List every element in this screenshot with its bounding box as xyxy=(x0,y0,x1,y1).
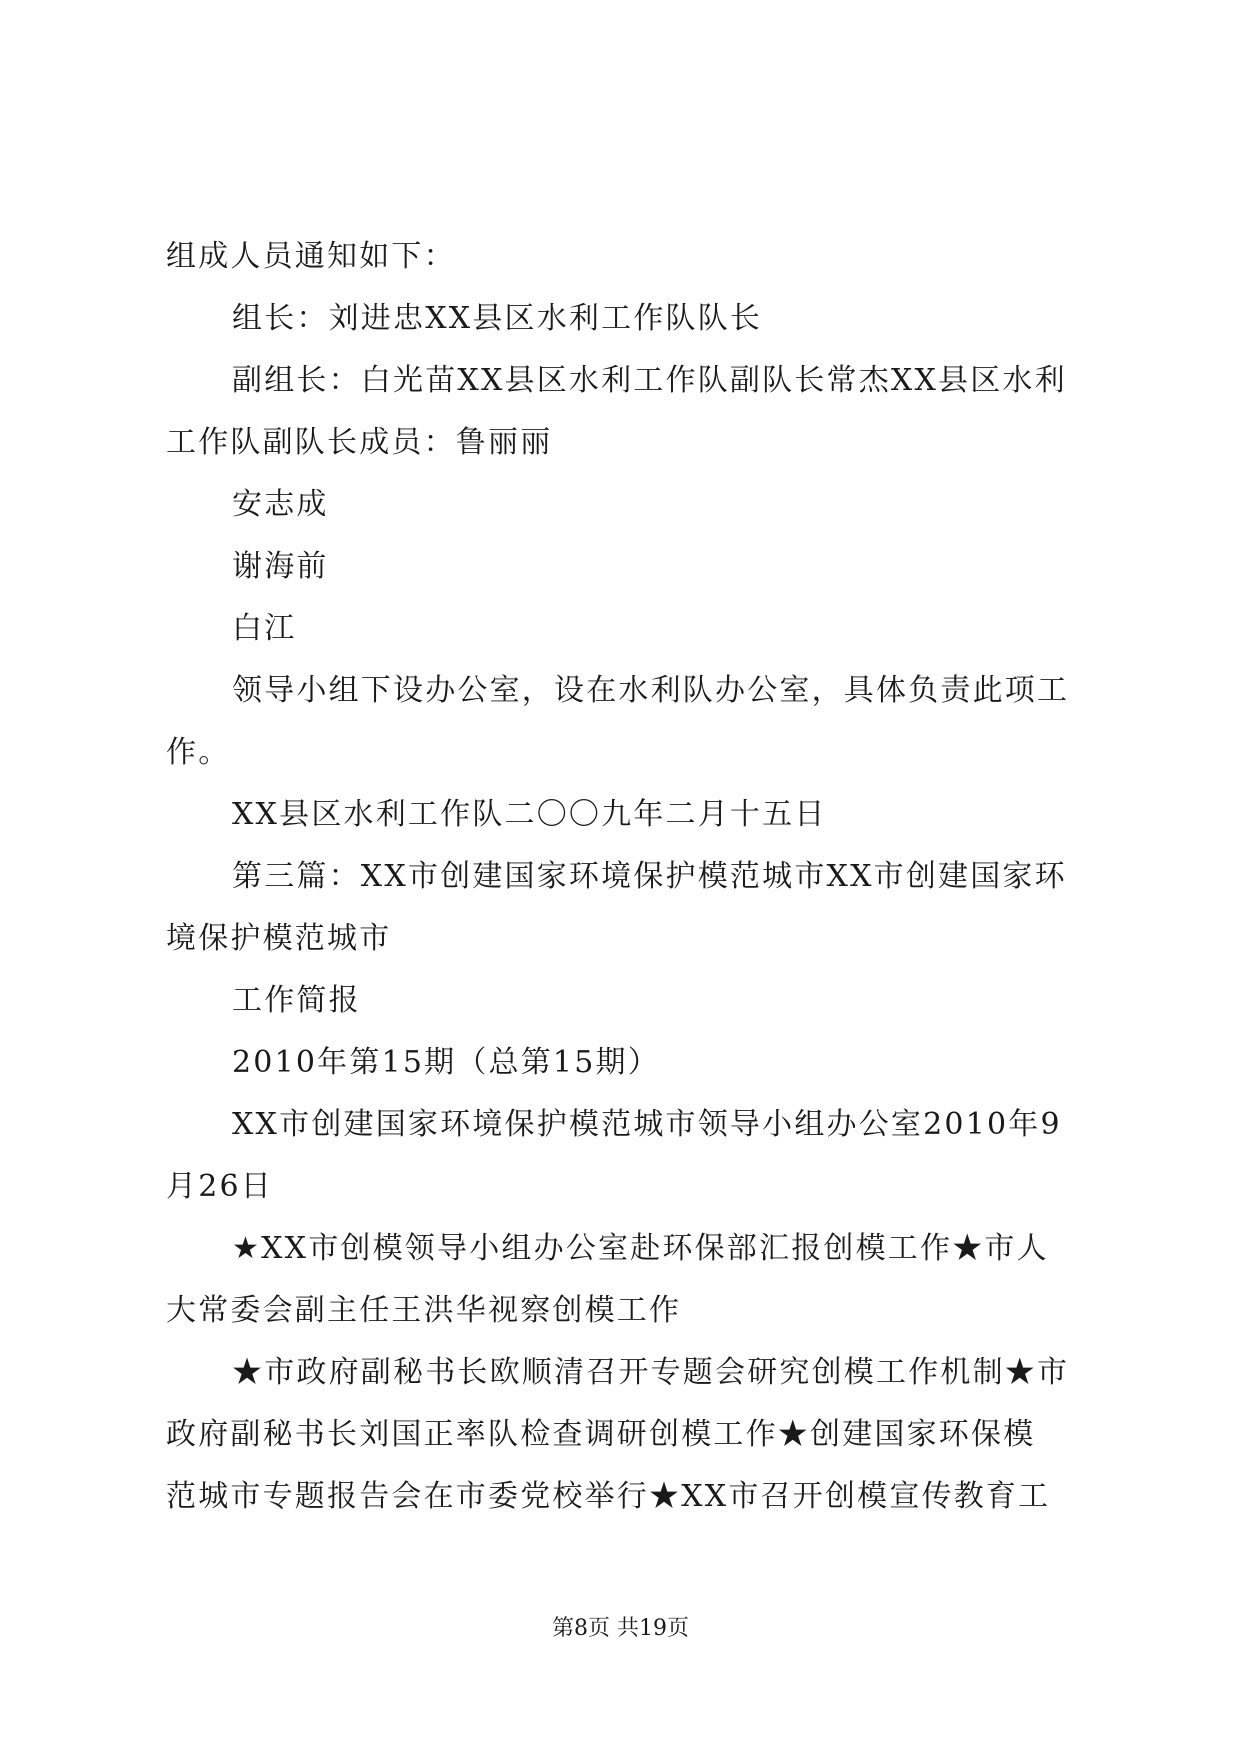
text-line: 安志成 xyxy=(232,487,329,522)
text-line: XX市创建国家环境保护模范城市领导小组办公室2010年9 xyxy=(232,1107,1062,1142)
text-line: 第三篇：XX市创建国家环境保护模范城市XX市创建国家环 xyxy=(232,859,1067,894)
text-line: 组成人员通知如下： xyxy=(166,239,456,274)
text-line: 工作队副队长成员：鲁丽丽 xyxy=(166,425,553,460)
text-line: 范城市专题报告会在市委党校举行★XX市召开创模宣传教育工 xyxy=(166,1479,1051,1514)
text-line: 组长：刘进忠XX县区水利工作队队长 xyxy=(232,301,763,336)
text-line: XX县区水利工作队二〇〇九年二月十五日 xyxy=(232,797,827,832)
text-line: 政府副秘书长刘国正率队检查调研创模工作★创建国家环保模 xyxy=(166,1417,1036,1452)
text-line: ★XX市创模领导小组办公室赴环保部汇报创模工作★市人 xyxy=(232,1231,1049,1266)
page-number-footer: 第8页 共19页 xyxy=(552,1616,689,1641)
document-body xyxy=(166,226,1088,1528)
text-line: 作。 xyxy=(166,735,231,770)
text-line: ★市政府副秘书长欧顺清召开专题会研究创模工作机制★市 xyxy=(232,1355,1070,1390)
text-line: 谢海前 xyxy=(232,549,329,584)
text-line: 大常委会副主任王洪华视察创模工作 xyxy=(166,1293,682,1328)
text-line: 工作简报 xyxy=(232,983,361,1018)
text-line: 副组长：白光苗XX县区水利工作队副队长常杰XX县区水利 xyxy=(232,363,1067,398)
text-line: 白江 xyxy=(232,611,297,646)
text-line: 月26日 xyxy=(166,1169,273,1204)
text-line: 2010年第15期（总第15期） xyxy=(232,1045,660,1080)
text-line: 境保护模范城市 xyxy=(166,921,392,956)
text-line: 领导小组下设办公室，设在水利队办公室，具体负责此项工 xyxy=(232,673,1070,708)
